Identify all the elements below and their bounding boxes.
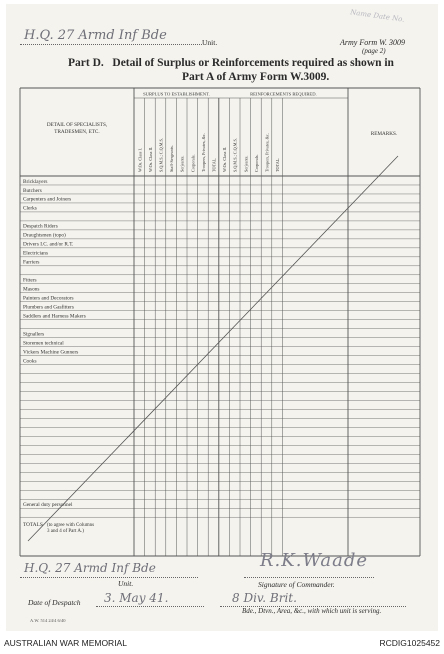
surplus-col-header: TOTAL. (211, 157, 217, 172)
table-row-label: Vickers Machine Gunners (23, 349, 79, 356)
form-page (6, 4, 438, 631)
totals-label: TOTALS (23, 522, 43, 529)
unit-label-bottom: Unit. (118, 579, 134, 588)
commander-label: Signature of Commander. (258, 580, 335, 589)
unit-label: Unit. (202, 38, 218, 47)
table-row-label: Storemen technical (23, 340, 64, 347)
table-row-label: Bricklayers (23, 178, 48, 185)
table-row-label: Drivers I.C. and/or R.T. (23, 241, 74, 248)
surplus-header: SURPLUS TO ESTABLISHMENT. (143, 91, 210, 97)
table-row-label: General duty personnel (23, 502, 73, 509)
bde-label: Bde., Dtvn., Area, &c., with which unit is serving. (242, 607, 382, 615)
surplus-col-header: Staff-Sergeants. (169, 145, 175, 172)
surplus-col-header: Corporals. (190, 154, 196, 172)
surplus-col-header: Serjeants. (179, 155, 185, 172)
bde-handwritten: 8 Div. Brit. (232, 591, 297, 605)
part-label: Part D. (68, 57, 104, 69)
reinf-col-header: TOTAL. (275, 157, 281, 172)
totals-note: (to agree with Columns (47, 523, 95, 529)
form-name: Army Form W. 3009 (340, 38, 406, 47)
table-row-label: Butchers (23, 187, 42, 194)
form-page: (page 2) (362, 47, 386, 55)
detail-header-line2: TRADESMEN, ETC. (54, 129, 100, 135)
detail-header: DETAIL OF SPECIALISTS, (46, 122, 108, 128)
print-code: A.W. 514 24/4 6/40 (30, 618, 66, 623)
table-row-label: Signallers (23, 331, 45, 338)
table-row-label: Clerks (23, 205, 37, 212)
footer-right: RCDIG1025452 (379, 638, 440, 648)
cancel-diagonal (28, 156, 398, 541)
unit-handwritten: H.Q. 27 Armd Inf Bde (24, 28, 167, 43)
unit-sig-line (20, 577, 198, 578)
table-row-label: Cooks (23, 358, 37, 365)
reinf-col-header: W.Os. Class II. (222, 146, 228, 172)
remarks-header: REMARKS. (370, 131, 398, 137)
date-handwritten: 3. May 41. (104, 591, 169, 605)
surplus-col-header: Troopers, Privates, &c. (200, 133, 206, 172)
table-row-label: Farriers (23, 259, 40, 266)
date-label: Date of Despatch (28, 598, 81, 607)
table-row-label: Electricians (23, 250, 48, 257)
detail-table (6, 4, 438, 631)
surplus-col-header: W.Os. Class I. (137, 148, 143, 172)
footer-left: AUSTRALIAN WAR MEMORIAL (4, 638, 127, 648)
reinf-col-header: Corporals. (253, 154, 259, 172)
date-line (96, 606, 204, 607)
commander-sig-line (244, 577, 374, 578)
table-row-label: Saddlers and Harness Makers (23, 313, 86, 320)
table-row-label: Plumbers and Gasfitters (23, 304, 74, 311)
reinforcements-header: REINFORCEMENTS REQUIRED. (250, 91, 317, 97)
surplus-col-header: S.Q.M.S.; C.Q.M.S. (158, 138, 164, 172)
table-row-label: Masons (23, 286, 40, 293)
reinf-col-header: Troopers, Privates, &c. (264, 133, 270, 172)
table-row-label: Fitters (23, 277, 37, 284)
table-row-label: Despatch Riders (23, 223, 58, 230)
table-row-label: Carpenters and Joiners (23, 196, 72, 203)
title-line1: Detail of Surplus or Reinforcements required as shown in (112, 57, 394, 69)
reinf-col-header: S.Q.M.S.; C.Q.M.S. (232, 138, 238, 172)
totals-note2: 3 and 4 of Part A.) (47, 529, 84, 535)
title-line2: Part A of Army Form W.3009. (182, 71, 330, 83)
surplus-col-header: W.Os. Class II. (147, 146, 153, 172)
table-row-label: Draughtsmen (topo) (23, 232, 66, 239)
reinf-col-header: Serjeants. (243, 155, 249, 172)
unit-handwritten-bottom: H.Q. 27 Armd Inf Bde (24, 561, 156, 575)
commander-signature: R.K.Waade (260, 550, 369, 571)
corner-notes: Name Date No. (349, 8, 406, 24)
table-row-label: Painters and Decorators (23, 295, 74, 302)
archive-footer (0, 633, 444, 654)
